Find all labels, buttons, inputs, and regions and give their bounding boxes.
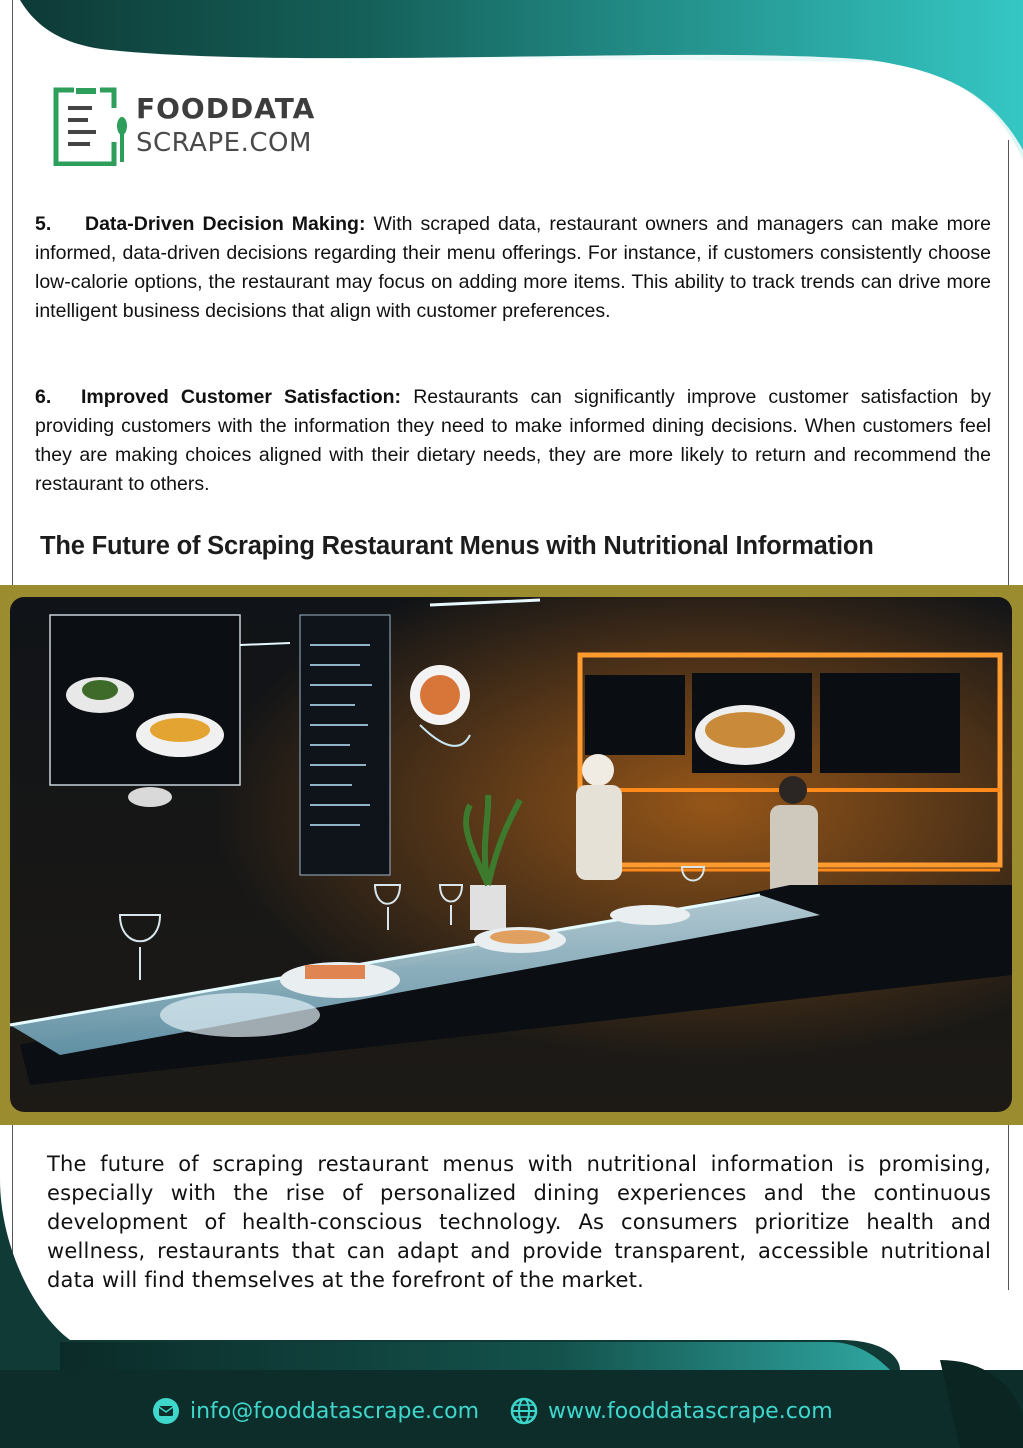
section-5-text: With scraped data, restaurant owners and managers can make more informed, data-driven decisions regarding their menu offerings. For instance, if customers consistently choose low-calorie options, the restaurant may focus on adding more items. This ability to track trends can drive more intelligent business decisions that align with customer preferences. (35, 213, 992, 322)
footer-email-text[interactable]: info@fooddatascrape.com (190, 1398, 480, 1424)
section-6-number: 6. (35, 386, 52, 408)
section-6-paragraph (35, 383, 991, 499)
footer-website-text[interactable]: www.fooddatascrape.com (548, 1398, 833, 1424)
mail-icon (152, 1397, 180, 1425)
footer-email-contact[interactable] (152, 1394, 479, 1428)
logo-text-scrape: SCRAPE.COM (136, 128, 312, 158)
logo-menu-spoon-icon (52, 86, 132, 166)
globe-icon (510, 1397, 538, 1425)
logo-text-fooddata: FOODDATA (136, 92, 316, 125)
section-5-number: 5. (35, 213, 52, 235)
section-6-text: Restaurants can significantly improve customer satisfaction by providing customers with the information they need to make informed dining decisions. When customers feel they are making choices aligned with their dietary needs, they are more likely to return and recommend the restaurant to others. (35, 386, 991, 495)
closing-paragraph: The future of scraping restaurant menus with nutritional information is promising, especially with the rise of personalized dining experiences and the continuous development of health-conscious technology. As consumers prioritize health and wellness, restaurants that can adapt and provide transparent, accessible nutritional data will find themselves at the forefront of the market. (47, 1152, 991, 1292)
futuristic-restaurant-image (0, 585, 1023, 1125)
section-6-title: Improved Customer Satisfaction: (81, 386, 402, 408)
footer-website-contact[interactable] (510, 1394, 833, 1428)
fooddatascrape-logo (52, 86, 342, 168)
section-5-paragraph (35, 210, 991, 326)
section-5-title: Data-Driven Decision Making: (85, 213, 366, 235)
section-heading: The Future of Scraping Restaurant Menus with Nutritional Information (40, 532, 874, 560)
